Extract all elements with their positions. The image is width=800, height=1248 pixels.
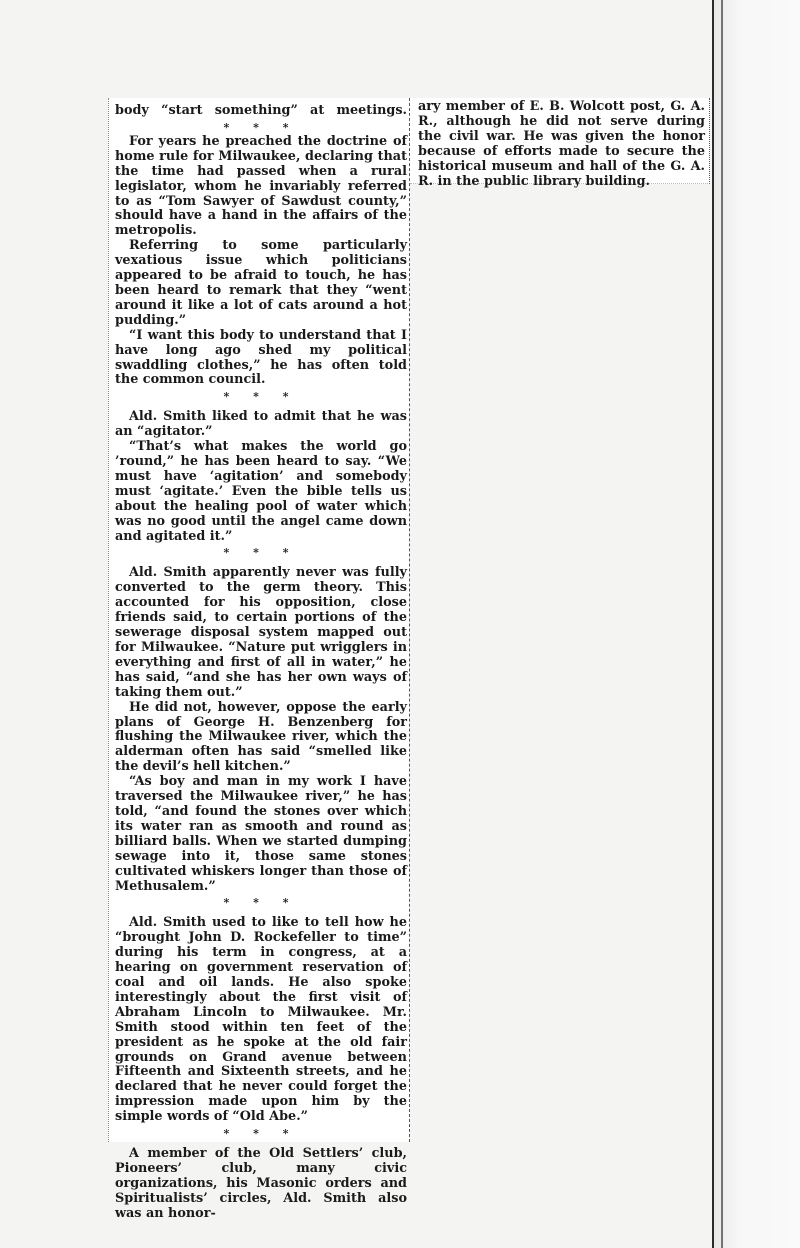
paragraph: For years he preached the doctrine of home rule for Milwaukee, declaring that the time had passed when a rural legislator, whom he invariably referred to as “Tom Sawyer of Sawdust county,” should have a hand in the affairs of the metropolis.	[115, 133, 407, 239]
paragraph: ary member of E. B. Wolcott post, G. A. R., although he did not serve during the civil war. He was given the honor because of efforts made to secure the historical museum and hall of the G. A. R. in the public library building.	[418, 99, 705, 189]
paragraph: Ald. Smith apparently never was fully converted to the germ theory. This accounted for his opposition, close friends said, to certain portions of the sewerage disposal system mapped out for Milwaukee. “Nature put wrigglers in everything and first of all in water,” he has said, “and she has her own ways of taking them out.”	[115, 565, 407, 700]
section-separator: * * *	[223, 390, 299, 404]
paragraph: “That’s what makes the world go ’round,” he has been heard to say. “We must have ‘agitation’ and somebody must ‘agitate.’ Even the bible tells us about the healing pool of water which was no good until the angel came down and agitated it.”	[115, 439, 407, 544]
paragraph: “I want this body to understand that I have long ago shed my political swaddling clothes,” he has often told the common council.	[115, 327, 407, 388]
newspaper-column-left	[108, 98, 410, 1221]
section-separator: * * *	[223, 546, 299, 560]
section-separator: * * *	[223, 896, 299, 910]
page-edge	[712, 0, 800, 1248]
paragraph: body “start something” at meetings.	[115, 103, 407, 118]
paragraph: “As boy and man in my work I have traversed the Milwaukee river,” he has told, “and found the stones over which its water ran as smooth and round as billiard balls. When we started dumping sewage into it, those same stones cultivated whiskers longer than those of Methusalem.”	[115, 774, 407, 894]
page-edge-line	[712, 0, 714, 1248]
paragraph: Ald. Smith used to like to tell how he “brought John D. Rockefeller to time” during his term in congress, at a hearing on government reservation of coal and oil lands. He also spoke interestingly about the first visit of Abraham Lincoln to Milwaukee. Mr. Smith stood within ten feet of the president as he spoke at the old fair grounds on Grand avenue between Fifteenth and Sixteenth streets, and he declared that he never could forget the impression made upon him by the simple words of “Old Abe.”	[115, 915, 407, 1125]
paragraph: Ald. Smith liked to admit that he was an “agitator.”	[115, 409, 407, 440]
paragraph: Referring to some particularly vexatious issue which politicians appeared to be afraid to touch, he has been heard to remark that they “went around it like a lot of cats around a hot pudding.”	[115, 238, 407, 328]
section-separator: * * *	[223, 1127, 299, 1141]
newspaper-column-right	[410, 98, 710, 189]
section-separator: * * *	[223, 120, 299, 134]
paragraph: He did not, however, oppose the early plans of George H. Benzenberg for flushing the Milwaukee river, which the alderman often has said “smelled like the devil’s hell kitchen.”	[115, 699, 407, 775]
paragraph: A member of the Old Settlers’ club, Pioneers’ club, many civic organizations, his Masonic orders and Spiritualists’ circles, Ald. Smith also was an honor-	[115, 1146, 407, 1221]
page-edge-line-inner	[721, 0, 723, 1248]
